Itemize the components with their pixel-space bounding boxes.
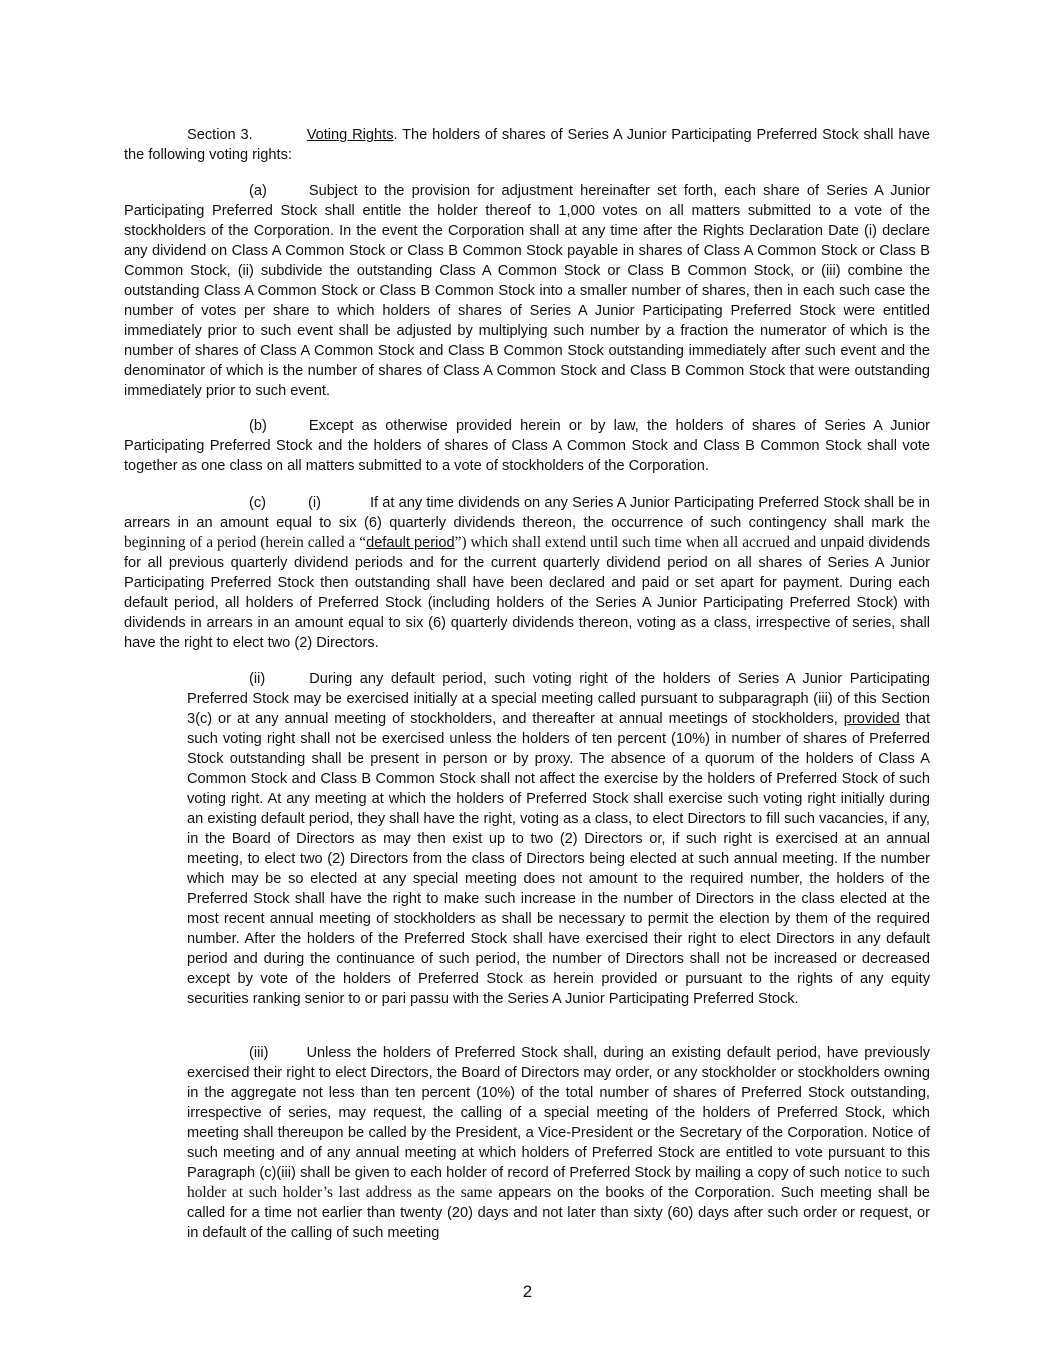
paragraph-c-i-label: (i) [308,495,321,511]
paragraph-b-text: Except as otherwise provided herein or by law, the holders of shares of Series A Junior Participating Preferred Stock and the holders of shares of Class A Common Stock and Class B Common Stock shall vote together as one class on all matters submitted to a vote of stockholders of the Corporation. [124,418,930,474]
paragraph-c-iii-text-3: appears on the books of the Corporation. Such meeting shall be called for a time not earlier than twenty (20) days and not later than sixty (60) days after such order or request, or in default of the calling of such meeting [187,1185,930,1241]
paragraph-c-i-text-2: the beginning of a period (herein called a “ [124,514,930,551]
paragraph-c-i-text-3: ”) which shall extend until such time when all accrued and [454,534,817,551]
provided-term: provided [843,711,900,727]
paragraph-a [124,181,930,401]
paragraph-a-text: Subject to the provision for adjustment hereinafter set forth, each share of Series A Junior Participating Preferred Stock shall entitle the holder thereof to 1,000 votes on all matters submitted to a vote of the stockholders of the Corporation. In the event the Corporation shall at any time after the Rights Declaration Date (i) declare any dividend on Class A Common Stock or Class B Common Stock payable in shares of Class A Common Stock or Class B Common Stock, (ii) subdivide the outstanding Class A Common Stock or Class B Common Stock, or (iii) combine the outstanding Class A Common Stock or Class B Common Stock into a smaller number of shares, then in each such case the number of votes per share to which holders of shares of Series A Junior Participating Preferred Stock were entitled immediately prior to such event shall be adjusted by multiplying such number by a fraction the numerator of which is the number of shares of Class A Common Stock and Class B Common Stock outstanding immediately after such event and the denominator of which is the number of shares of Class A Common Stock and Class B Common Stock that were outstanding immediately prior to such event. [124,183,930,399]
paragraph-c-i-text-4: unpaid dividends for all previous quarterly dividend periods and for the current quarterly dividend period on all shares of Series A Junior Participating Preferred Stock then outstanding shall have been declared and paid or set apart for payment. During each default period, all holders of Preferred Stock (including holders of the Series A Junior Participating Preferred Stock) with dividends in arrears in an amount equal to six (6) quarterly dividends thereon, voting as a class, irrespective of series, shall have the right to elect two (2) Directors. [124,535,930,651]
paragraph-c-ii [187,669,930,1009]
paragraph-c-ii-label: (ii) [249,671,266,687]
paragraph-c-i-text-1: If at any time dividends on any Series A Junior Participating Preferred Stock shall be in arrears in an amount equal to six (6) quarterly dividends thereon, the occurrence of such contingency shall mark [124,495,930,531]
section-title: Voting Rights [306,127,394,143]
paragraph-b [124,416,930,476]
paragraph-b-label: (b) [249,418,267,434]
paragraph-c-ii-text-1: During any default period, such voting right of the holders of Series A Junior Participating Preferred Stock may be exercised initially at a special meeting called pursuant to subparagraph (iii) of this Section 3(c) or at any annual meeting of stockholders, and thereafter at annual meetings of stockholders, [187,671,930,727]
paragraph-c-i [124,493,930,653]
section-number: Section 3. [187,127,253,143]
paragraph-c-label: (c) [249,495,267,511]
paragraph-c-iii-label: (iii) [249,1045,269,1061]
paragraph-a-label: (a) [249,183,267,199]
default-period-term: default period [366,535,455,551]
section-intro-text: . The holders of shares of Series A Junior Participating Preferred Stock shall have the following voting rights: [124,127,930,163]
paragraph-c-iii [187,1043,930,1243]
page-number: 2 [522,1282,533,1301]
section-3-heading-paragraph [124,125,930,165]
paragraph-c-ii-text-2: that such voting right shall not be exercised unless the holders of ten percent (10%) in number of shares of Preferred Stock outstanding shall be present in person or by proxy. The absence of a quorum of the holders of Class A Common Stock and Class B Common Stock shall not affect the exercise by the holders of Preferred Stock of such voting right. At any meeting at which the holders of Preferred Stock shall exercise such voting right initially during an existing default period, they shall have the right, voting as a class, to elect Directors to fill such vacancies, if any, in the Board of Directors as may then exist up to two (2) Directors or, if such right is exercised at an annual meeting, to elect two (2) Directors from the class of Directors being elected at such annual meeting. If the number which may be so elected at any special meeting does not amount to the required number, the holders of the Preferred Stock shall have the right to make such increase in the number of Directors in the class elected at the most recent annual meeting of stockholders as shall be necessary to permit the election by them of the required number. After the holders of the Preferred Stock shall have exercised their right to elect Directors in any default period and during the continuance of such period, the number of Directors shall not be increased or decreased except by vote of the holders of Preferred Stock as herein provided or pursuant to the rights of any equity securities ranking senior to or pari passu with the Series A Junior Participating Preferred Stock. [187,711,931,1007]
paragraph-c-iii-text-2: notice to such holder at such holder’s last address as the same [187,1164,930,1201]
paragraph-c-iii-text-1: Unless the holders of Preferred Stock shall, during an existing default period, have previously exercised their right to elect Directors, the Board of Directors may order, or any stockholder or stockholders owning in the aggregate not less than ten percent (10%) of the total number of shares of Preferred Stock outstanding, irrespective of series, may request, the calling of a special meeting of the holders of Preferred Stock, which meeting shall thereupon be called by the President, a Vice-President or the Secretary of the Corporation. Notice of such meeting and of any annual meeting at which holders of Preferred Stock are entitled to vote pursuant to this Paragraph (c)(iii) shall be given to each holder of record of Preferred Stock by mailing a copy of such [187,1045,930,1181]
